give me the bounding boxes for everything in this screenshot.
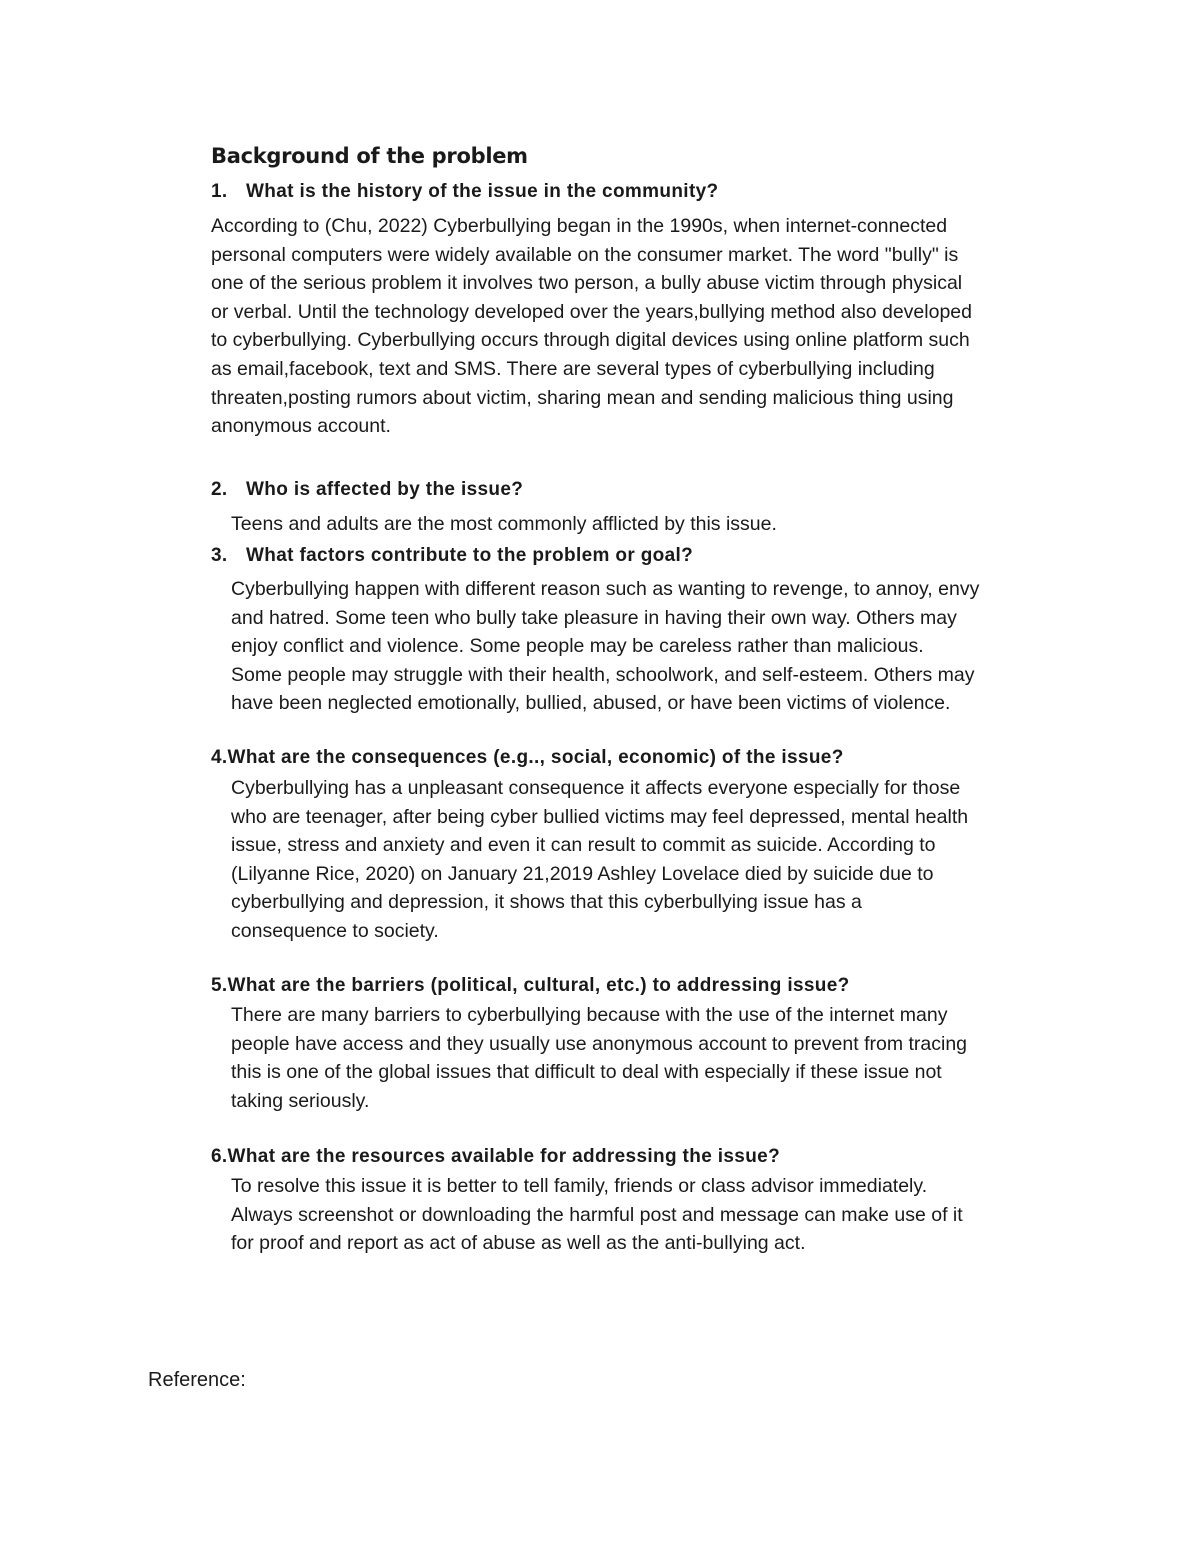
question-number: 5. (211, 975, 228, 996)
answer-line: people have access and they usually use anonymous account to prevent from tracing (231, 1032, 968, 1055)
answer-line: enjoy conflict and violence. Some people may be careless rather than malicious. (231, 635, 924, 658)
answer-line: Always screenshot or downloading the harmful post and message can make use of it (231, 1203, 963, 1226)
answer-1 (211, 212, 972, 441)
answer-4 (231, 774, 968, 946)
question-4 (211, 747, 844, 769)
answer-line: this is one of the global issues that difficult to deal with especially if these issue not (231, 1061, 942, 1084)
question-text: What is the history of the issue in the community? (246, 181, 719, 202)
question-5 (211, 975, 850, 997)
question-2 (211, 479, 523, 501)
question-number: 4. (211, 747, 228, 768)
question-number: 2. (211, 479, 228, 500)
question-text: What factors contribute to the problem or goal? (246, 545, 694, 566)
answer-3 (231, 575, 979, 718)
question-number: 1. (211, 181, 228, 202)
answer-5 (231, 1001, 967, 1115)
question-6 (211, 1146, 780, 1168)
answer-line: Teens and adults are the most commonly afflicted by this issue. (231, 513, 777, 535)
answer-line: According to (Chu, 2022) Cyberbullying began in the 1990s, when internet-connected (211, 215, 948, 237)
answer-line: cyberbullying and depression, it shows that this cyberbullying issue has a (231, 891, 862, 914)
answer-line: issue, stress and anxiety and even it can result to commit as suicide. According to (231, 834, 936, 857)
answer-line: or verbal. Until the technology developed over the years,bullying method also developed (211, 300, 972, 323)
answer-line: consequence to society. (231, 919, 439, 942)
answer-2 (231, 510, 777, 539)
answer-line: have been neglected emotionally, bullied, abused, or have been victims of violence. (231, 692, 951, 715)
answer-line: to cyberbullying. Cyberbullying occurs through digital devices using online platform such (211, 329, 970, 352)
question-number: 3. (211, 545, 228, 566)
answer-line: (Lilyanne Rice, 2020) on January 21,2019 Ashley Lovelace died by suicide due to (231, 862, 934, 885)
answer-line: Cyberbullying happen with different reason such as wanting to revenge, to annoy, envy (231, 578, 980, 600)
answer-line: taking seriously. (231, 1089, 370, 1112)
answer-line: threaten,posting rumors about victim, sharing mean and sending malicious thing using (211, 386, 954, 409)
question-3 (211, 545, 693, 567)
answer-line: Cyberbullying has a unpleasant consequence it affects everyone especially for those (231, 777, 961, 799)
answer-line: Some people may struggle with their health, schoolwork, and self-esteem. Others may (231, 663, 975, 686)
reference-label: Reference: (148, 1369, 246, 1391)
answer-6 (231, 1172, 963, 1258)
question-1 (211, 181, 719, 203)
answer-line: for proof and report as act of abuse as well as the anti-bullying act. (231, 1232, 806, 1255)
document-title: Background of the problem (211, 144, 528, 168)
answer-line: There are many barriers to cyberbullying because with the use of the internet many (231, 1004, 948, 1026)
answer-line: who are teenager, after being cyber bullied victims may feel depressed, mental health (231, 805, 969, 828)
question-text: What are the barriers (political, cultural, etc.) to addressing issue? (227, 975, 850, 996)
answer-line: anonymous account. (211, 415, 391, 438)
answer-line: and hatred. Some teen who bully take pleasure in having their own way. Others may (231, 606, 957, 629)
answer-line: one of the serious problem it involves two person, a bully abuse victim through physical (211, 272, 963, 295)
answer-line: as email,facebook, text and SMS. There are several types of cyberbullying including (211, 357, 935, 380)
question-text: What are the consequences (e.g.., social, economic) of the issue? (227, 747, 844, 768)
question-text: Who is affected by the issue? (246, 479, 524, 500)
question-text: What are the resources available for addressing the issue? (227, 1146, 781, 1167)
answer-line: To resolve this issue it is better to tell family, friends or class advisor immediately. (231, 1175, 928, 1197)
answer-line: personal computers were widely available on the consumer market. The word "bully" is (211, 243, 959, 266)
question-number: 6. (211, 1146, 228, 1167)
